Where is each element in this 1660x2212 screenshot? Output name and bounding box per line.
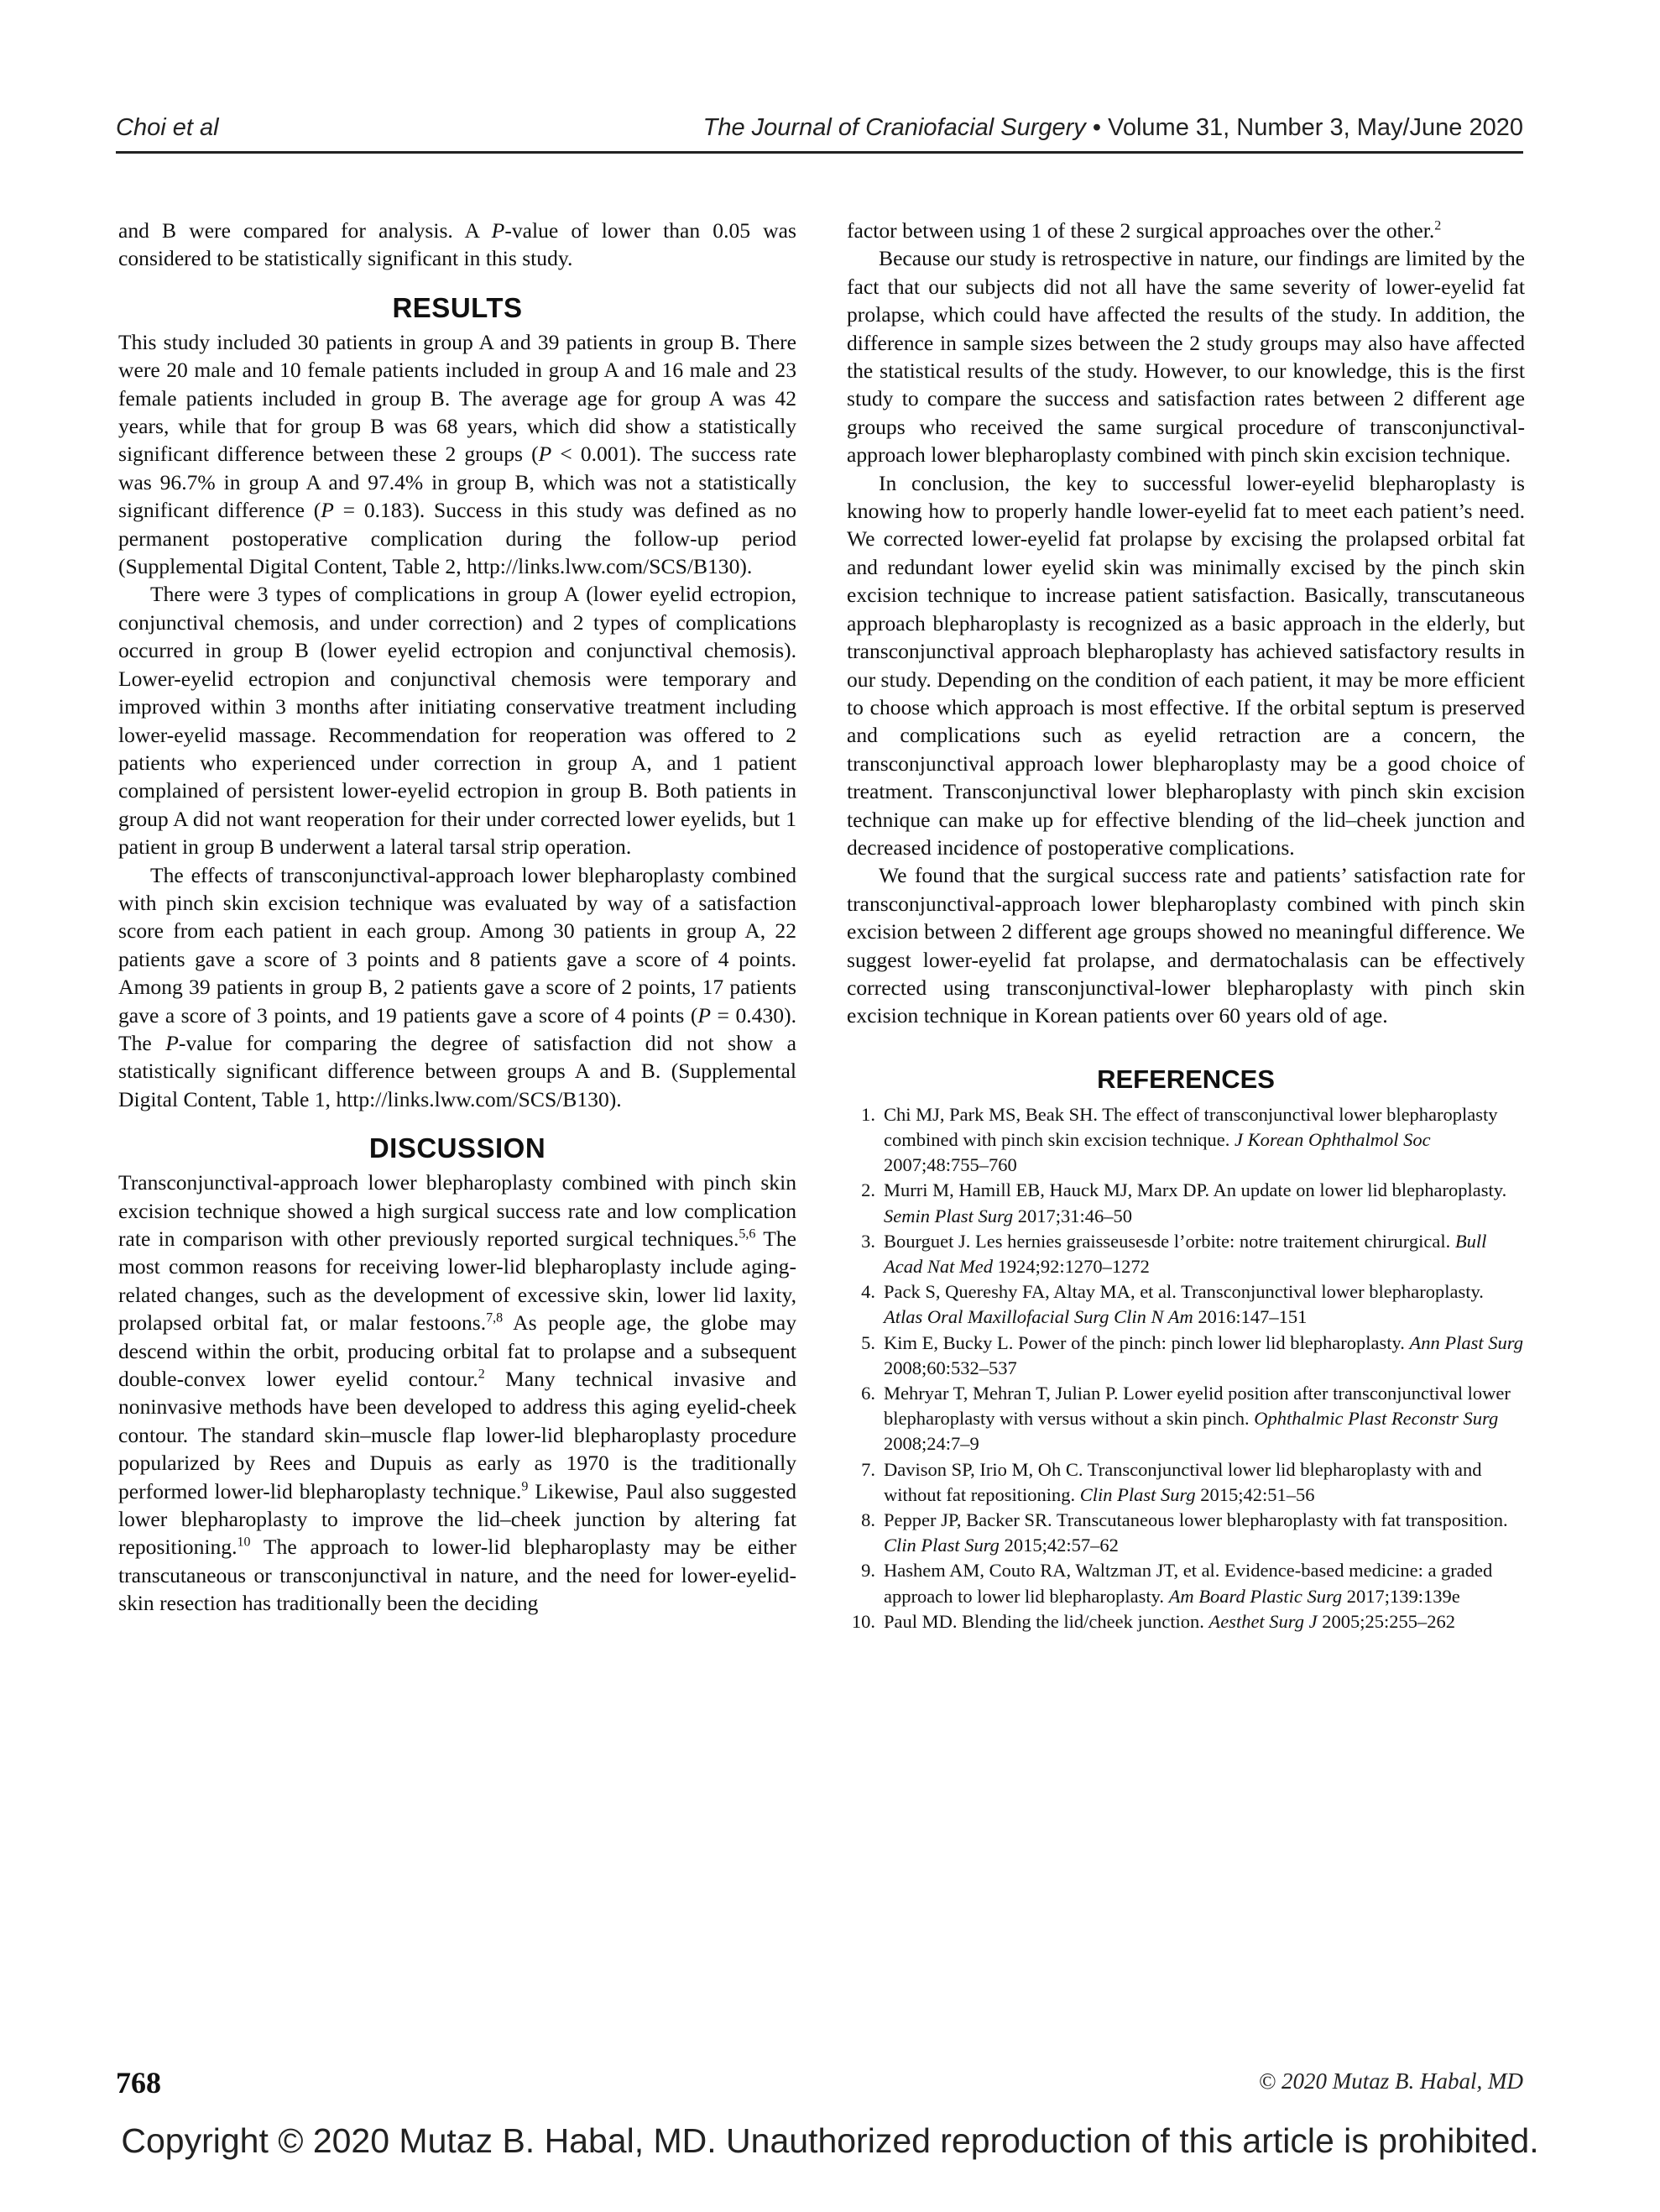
results-paragraph-2 bbox=[118, 580, 796, 860]
reference-number: 6. bbox=[861, 1383, 875, 1404]
reference-citation: 2005;25:255–262 bbox=[1317, 1610, 1455, 1632]
text-run: -value for comparing the degree of satisfaction did not show a statistically significant difference between groups A and B. (Supplemental Digital Content, Table 1, http://links.lww.com/SCS/B130). bbox=[118, 1030, 796, 1111]
reference-text: Paul MD. Blending the lid/cheek junction. bbox=[884, 1610, 1209, 1632]
reference-citation: 1924;92:1270–1272 bbox=[992, 1256, 1150, 1277]
reference-journal: Semin Plast Surg bbox=[884, 1205, 1014, 1226]
header-separator: • bbox=[1085, 114, 1109, 141]
reference-text: Murri M, Hamill EB, Hauck MJ, Marx DP. An update on lower lid blepharoplasty. bbox=[884, 1179, 1507, 1201]
reference-number: 4. bbox=[861, 1281, 875, 1303]
right-column bbox=[847, 217, 1525, 1634]
reference-item bbox=[847, 1609, 1525, 1634]
reference-journal: Clin Plast Surg bbox=[1079, 1483, 1196, 1505]
reference-text: Pepper JP, Backer SR. Transcutaneous lower blepharoplasty with fat transposition. bbox=[884, 1509, 1508, 1531]
reference-citation: 2017;139:139e bbox=[1342, 1585, 1460, 1607]
references-list bbox=[847, 1102, 1525, 1634]
reference-item bbox=[847, 1102, 1525, 1179]
reference-number: 8. bbox=[861, 1509, 875, 1531]
citation-superscript: 5,6 bbox=[739, 1226, 756, 1242]
text-run: = 0.430). The bbox=[118, 1002, 796, 1055]
text-run: In conclusion, the key to successful lower-eyelid blepharoplasty is knowing how to properly handle lower-eyelid fat to meet each patient’s need. We corrected lower-eyelid fat prolapse by excising the prolapsed orbital fat and redundant lower eyelid skin was minimally excised by the pinch skin excision technique to increase patient satisfaction. Basically, transcutaneous approach blepharoplasty is recognized as a basic approach in the elderly, but transconjunctival approach blepharoplasty has achieved satisfactory results in our study. Depending on the condition of each patient, it may be more efficient to choose which approach is most effective. If the orbital septum is preserved and complications such as eyelid retraction are a concern, the transconjunctival approach lower blepharoplasty may be a good choice of treatment. Transconjunctival lower blepharoplasty with pinch skin excision technique can make up for effective blending of the lid–cheek junction and decreased incidence of postoperative complications. bbox=[847, 470, 1525, 860]
intro-paragraph bbox=[118, 217, 796, 273]
discussion-heading: DISCUSSION bbox=[368, 1132, 546, 1164]
text-run: This study included 30 patients in group A and 39 patients in group B. There were 20 male and 10 female patients included in group A and 16 male and 23 female patients included in group B. The average age for group A was 42 years, while that for group B was 68 years, which did show a statistically significant difference between these 2 groups ( bbox=[118, 329, 796, 467]
left-column bbox=[118, 217, 796, 1618]
citation-superscript: 10 bbox=[237, 1535, 251, 1550]
running-header-journal bbox=[703, 114, 1523, 142]
reference-text: Hashem AM, Couto RA, Waltzman JT, et al. Evidence-based medicine: a graded approach to lower lid blepharoplasty. bbox=[884, 1560, 1493, 1607]
italic-symbol: P bbox=[321, 498, 334, 523]
journal-title: The Journal of Craniofacial Surgery bbox=[702, 114, 1086, 141]
reference-citation: 2017;31:46–50 bbox=[1013, 1205, 1133, 1226]
reference-text: Kim E, Bucky L. Power of the pinch: pinch lower lid blepharoplasty. bbox=[884, 1331, 1410, 1353]
reference-citation: 2008;60:532–537 bbox=[884, 1357, 1017, 1378]
results-paragraph-3 bbox=[118, 861, 796, 1114]
text-run: Transconjunctival-approach lower blepharoplasty combined with pinch skin excision technique showed a high surgical success rate and low complication rate in comparison with other previously reported surgical techniques. bbox=[118, 1170, 796, 1251]
text-run: The approach to lower-lid blepharoplasty may be either transcutaneous or transconjunctival in nature, and the need for lower-eyelid-skin resection has traditionally been the deciding bbox=[118, 1535, 796, 1616]
conclusion-paragraph bbox=[847, 469, 1525, 862]
page-number: 768 bbox=[116, 2066, 161, 2100]
reference-citation: 2015;42:51–56 bbox=[1195, 1483, 1315, 1505]
reference-item bbox=[847, 1229, 1525, 1279]
text-run: We found that the surgical success rate and patients’ satisfaction rate for transconjunctival-approach lower blepharoplasty combined with pinch skin excision between 2 different age groups showed no meaningful difference. We suggest lower-eyelid fat prolapse, and dermatochalasis can be effectively corrected using transconjunctival-lower blepharoplasty with pinch skin excision technique in Korean patients over 60 years old of age. bbox=[847, 863, 1525, 1028]
italic-symbol: P bbox=[697, 1002, 712, 1028]
reference-item bbox=[847, 1178, 1525, 1228]
reference-item bbox=[847, 1558, 1525, 1608]
reference-number: 7. bbox=[861, 1458, 875, 1480]
results-paragraph-1 bbox=[118, 328, 796, 581]
reference-number: 9. bbox=[861, 1560, 875, 1582]
reference-text: Mehryar T, Mehran T, Julian P. Lower eyelid position after transconjunctival lower blepharoplasty with versus without a skin pinch. bbox=[884, 1383, 1511, 1430]
reference-number: 10. bbox=[851, 1610, 875, 1632]
reference-number: 3. bbox=[861, 1230, 875, 1252]
reference-journal: Ophthalmic Plast Reconstr Surg bbox=[1254, 1408, 1499, 1430]
text-run: -value of lower than 0.05 was considered to be statistically significant in this study. bbox=[118, 218, 796, 271]
text-run: As people age, the globe may descend within the orbit, producing orbital fat to prolapse and a subsequent double-convex lower eyelid contour. bbox=[118, 1310, 797, 1392]
reference-journal: Ann Plast Surg bbox=[1409, 1331, 1523, 1353]
results-heading: RESULTS bbox=[392, 291, 523, 323]
reference-number: 2. bbox=[861, 1179, 875, 1201]
text-run: Likewise, Paul also suggested lower blepharoplasty to improve the lid–cheek junction by altering fat repositioning. bbox=[118, 1478, 796, 1560]
reference-journal: J Korean Ophthalmol Soc bbox=[1235, 1128, 1431, 1150]
reference-text: Chi MJ, Park MS, Beak SH. The effect of transconjunctival lower blepharoplasty combined with pinch skin excision technique. bbox=[884, 1103, 1498, 1150]
reference-item bbox=[847, 1331, 1525, 1381]
summary-paragraph bbox=[847, 861, 1525, 1029]
citation-superscript: 9 bbox=[521, 1479, 529, 1494]
text-run: The effects of transconjunctival-approach lower blepharoplasty combined with pinch skin excision technique was evaluated by way of a satisfaction score from each patient in each group. Among 30 patients in group A, 22 patients gave a score of 3 points and 8 patients gave a score of 4 points. Among 39 patients in group B, 2 patients gave a score of 2 points, 17 patients gave a score of 3 points, and 19 patients gave a score of 4 points ( bbox=[118, 862, 796, 1028]
text-run: There were 3 types of complications in group A (lower eyelid ectropion, conjunctival chemosis, and under correction) and 2 types of complications occurred in group B (lower eyelid ectropion and conjunctival chemosis). Lower-eyelid ectropion and conjunctival chemosis were temporary and improved within 3 months after initiating conservative treatment including lower-eyelid massage. Recommendation for reoperation was offered to 2 patients who experienced under correction in group A, and 1 patient complained of persistent lower-eyelid ectropion in group B. Both patients in group A did not want reoperation for their under corrected lower eyelids, but 1 patient in group B underwent a lateral tarsal strip operation. bbox=[118, 582, 796, 860]
citation-superscript: 7,8 bbox=[486, 1310, 504, 1326]
reference-item bbox=[847, 1457, 1525, 1508]
italic-symbol: P bbox=[165, 1030, 179, 1055]
running-header-authors: Choi et al bbox=[116, 114, 219, 141]
reference-text: Davison SP, Irio M, Oh C. Transconjunctival lower lid blepharoplasty with and without fat repositioning. bbox=[884, 1458, 1482, 1505]
discussion-paragraph bbox=[118, 1169, 796, 1618]
text-run: Because our study is retrospective in nature, our findings are limited by the fact that our subjects did not all have the same severity of lower-eyelid fat prolapse, which could have affected the results of the study. In addition, the difference in sample sizes between the 2 study groups may also have affected the statistical results of the study. However, to our knowledge, this is the first study to compare the success and satisfaction rates between 2 different age groups who received the same surgical procedure of transconjunctival-approach lower blepharoplasty combined with pinch skin excision technique. bbox=[847, 246, 1525, 468]
header-rule bbox=[116, 151, 1523, 154]
text-run: Many technical invasive and noninvasive methods have been developed to address this aging eyelid-cheek contour. The standard skin–muscle flap lower-lid blepharoplasty procedure popularized by Rees and Dupuis as early as 1970 is the traditionally performed lower-lid blepharoplasty technique. bbox=[118, 1367, 796, 1503]
copyright-notice: Copyright © 2020 Mutaz B. Habal, MD. Unauthorized reproduction of this article is prohibited. bbox=[121, 2121, 1539, 2160]
reference-citation: 2007;48:755–760 bbox=[884, 1154, 1017, 1176]
reference-citation: 2015;42:57–62 bbox=[999, 1535, 1119, 1556]
text-run: and B were compared for analysis. A bbox=[118, 218, 492, 243]
reference-citation: 2008;24:7–9 bbox=[884, 1433, 979, 1455]
reference-text: Pack S, Quereshy FA, Altay MA, et al. Transconjunctival lower blepharoplasty. bbox=[884, 1281, 1484, 1303]
reference-number: 1. bbox=[861, 1103, 875, 1125]
reference-journal: Am Board Plastic Surg bbox=[1168, 1585, 1343, 1607]
references-heading: REFERENCES bbox=[1097, 1064, 1275, 1094]
text-run: < 0.001). The success rate was 96.7% in group A and 97.4% in group B, which was not a statistically significant difference ( bbox=[118, 442, 796, 523]
citation-superscript: 2 bbox=[478, 1367, 485, 1382]
reference-journal: Bull Acad Nat Med bbox=[884, 1230, 1487, 1277]
reference-citation: 2016:147–151 bbox=[1193, 1306, 1308, 1328]
reference-item bbox=[847, 1381, 1525, 1457]
text-run: = 0.183). Success in this study was defined as no permanent postoperative complication during the follow-up period (Supplemental Digital Content, Table 2, http://links.lww.com/SCS/B130). bbox=[118, 498, 797, 579]
reference-journal: Clin Plast Surg bbox=[884, 1535, 1000, 1556]
reference-number: 5. bbox=[861, 1331, 875, 1353]
discussion-continued-paragraph bbox=[847, 217, 1525, 244]
italic-symbol: P bbox=[491, 218, 505, 243]
volume-info: Volume 31, Number 3, May/June 2020 bbox=[1108, 114, 1523, 141]
limitations-paragraph bbox=[847, 244, 1525, 468]
copyright-line: © 2020 Mutaz B. Habal, MD bbox=[1258, 2068, 1523, 2094]
italic-symbol: P bbox=[538, 442, 552, 467]
text-run: factor between using 1 of these 2 surgical approaches over the other. bbox=[847, 218, 1435, 243]
reference-journal: Aesthet Surg J bbox=[1208, 1610, 1318, 1632]
citation-superscript: 2 bbox=[1434, 218, 1442, 233]
text-run: The most common reasons for receiving lower-lid blepharoplasty include aging-related changes, such as the development of excessive skin, lower lid laxity, prolapsed orbital fat, or malar festoons. bbox=[118, 1226, 796, 1336]
reference-item bbox=[847, 1279, 1525, 1330]
reference-text: Bourguet J. Les hernies graisseusesde l’orbite: notre traitement chirurgical. bbox=[884, 1230, 1455, 1252]
reference-journal: Atlas Oral Maxillofacial Surg Clin N Am bbox=[884, 1306, 1193, 1328]
reference-item bbox=[847, 1508, 1525, 1558]
